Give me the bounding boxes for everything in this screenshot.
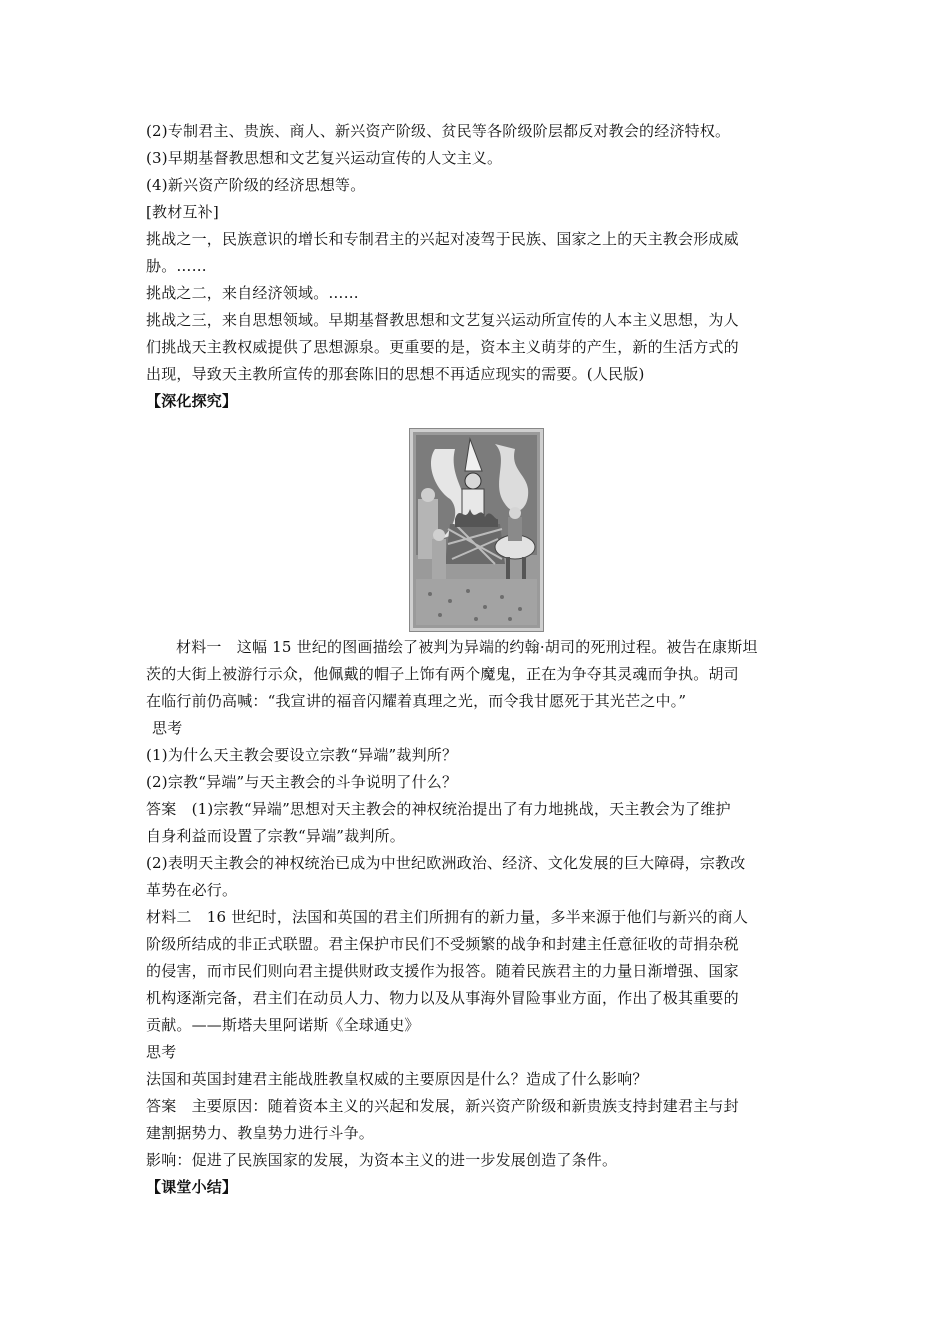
material-two-section <box>146 904 810 1201</box>
text-line: 们挑战天主教权威提供了思想源泉。更重要的是，资本主义萌芽的产生，新的生活方式的 <box>146 338 739 356</box>
answer-line: 建割据势力、教皇势力进行斗争。 <box>146 1124 375 1142</box>
answer-line: (2)表明天主教会的神权统治已成为中世纪欧洲政治、经济、文化发展的巨大障碍，宗教改 <box>146 854 746 872</box>
answer-line: 答案 主要原因：随着资本主义的兴起和发展，新兴资产阶级和新贵族支持封建君主与封 <box>146 1097 739 1115</box>
material-two-line: 阶级所结成的非正式联盟。君主保护市民们不受频繁的战争和封建主任意征收的苛捐杂税 <box>146 935 739 953</box>
text-line: 挑战之一，民族意识的增长和专制君主的兴起对凌驾于民族、国家之上的天主教会形成威 <box>146 230 739 248</box>
material-one-line: 茨的大街上被游行示众，他佩戴的帽子上饰有两个魔鬼，正在为争夺其灵魂而争执。胡司 <box>146 665 739 683</box>
think-label: 思考 <box>152 719 183 737</box>
think-label: 思考 <box>146 1043 177 1061</box>
supplement-heading: [教材互补] <box>146 203 219 221</box>
material-one-line: 材料一 这幅 15 世纪的图画描绘了被判为异端的约翰·胡司的死刑过程。被告在康斯坦 <box>176 638 758 656</box>
question-line: 法国和英国封建君主能战胜教皇权威的主要原因是什么？造成了什么影响？ <box>146 1070 648 1088</box>
answer-line: 革势在必行。 <box>146 881 238 899</box>
material-two-line: 贡献。——斯塔夫里阿诺斯《全球通史》 <box>146 1016 420 1034</box>
answer-line: 自身利益而设置了宗教“异端”裁判所。 <box>146 827 405 845</box>
medieval-painting-image <box>410 429 543 631</box>
answer-line: 影响：促进了民族国家的发展，为资本主义的进一步发展创造了条件。 <box>146 1151 618 1169</box>
text-line: 出现，导致天主教所宣传的那套陈旧的思想不再适应现实的需要。(人民版) <box>146 365 645 383</box>
text-line: (4)新兴资产阶级的经济思想等。 <box>146 176 366 194</box>
question-line: (2)宗教“异端”与天主教会的斗争说明了什么？ <box>146 773 458 791</box>
question-line: (1)为什么天主教会要设立宗教“异端”裁判所？ <box>146 746 458 764</box>
answer-line: 答案 (1)宗教“异端”思想对天主教会的神权统治提出了有力地挑战，天主教会为了维护 <box>146 800 731 818</box>
material-one-line: 在临行前仍高喊：“我宣讲的福音闪耀着真理之光，而令我甘愿死于其光芒之中。” <box>146 692 687 710</box>
top-section <box>146 118 810 415</box>
text-line: 胁。…… <box>146 257 207 275</box>
illustration-hus-execution <box>409 428 544 632</box>
material-two-line: 材料二 16 世纪时，法国和英国的君主们所拥有的新力量，多半来源于他们与新兴的商人 <box>146 908 749 926</box>
section-heading: 【课堂小结】 <box>146 1178 238 1196</box>
text-line: (2)专制君主、贵族、商人、新兴资产阶级、贫民等各阶级阶层都反对教会的经济特权。 <box>146 122 731 140</box>
text-line: (3)早期基督教思想和文艺复兴运动宣传的人文主义。 <box>146 149 503 167</box>
material-two-line: 的侵害，而市民们则向君主提供财政支援作为报答。随着民族君主的力量日渐增强、国家 <box>146 962 739 980</box>
material-two-line: 机构逐渐完备，君主们在动员人力、物力以及从事海外冒险事业方面，作出了极其重要的 <box>146 989 739 1007</box>
material-one-section <box>146 634 810 904</box>
text-line: 挑战之三，来自思想领域。早期基督教思想和文艺复兴运动所宣传的人本主义思想，为人 <box>146 311 739 329</box>
text-line: 挑战之二，来自经济领域。…… <box>146 284 359 302</box>
section-heading: 【深化探究】 <box>146 392 238 410</box>
